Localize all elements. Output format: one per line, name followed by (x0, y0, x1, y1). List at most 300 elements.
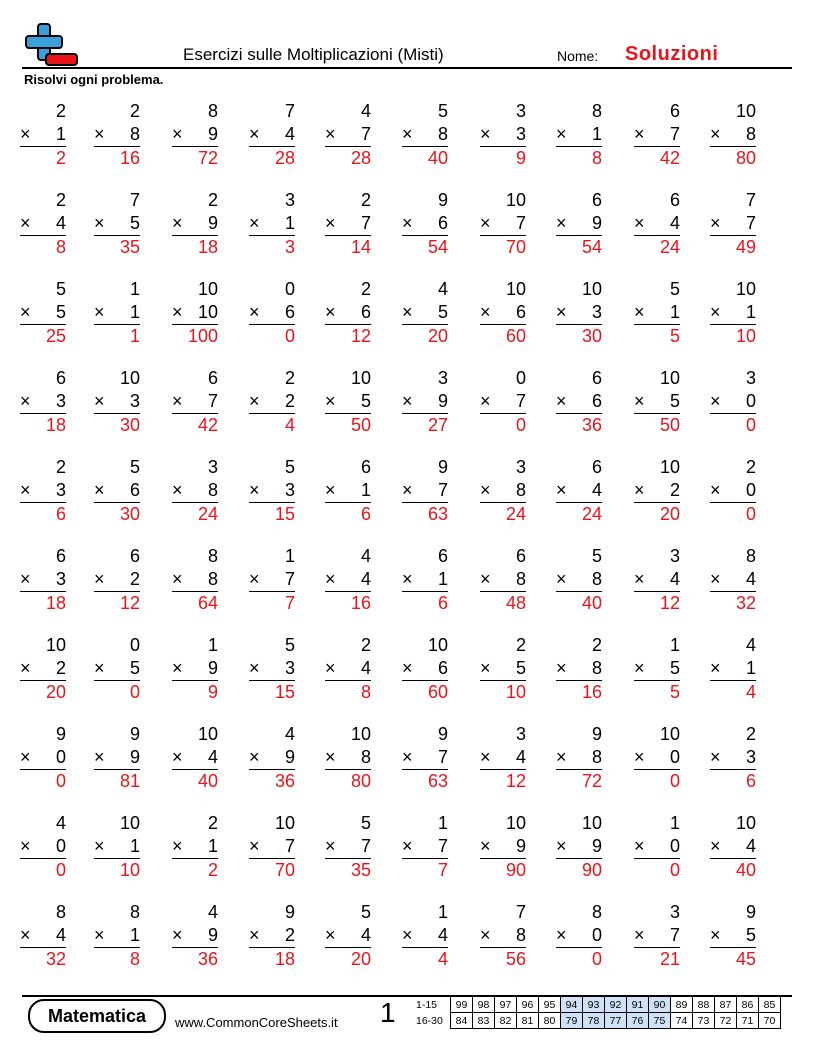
multiply-sign-icon: × (325, 124, 336, 144)
problem (480, 100, 526, 170)
site-url: www.CommonCoreSheets.it (175, 1015, 338, 1030)
problem (556, 456, 602, 526)
problem (325, 723, 371, 793)
score-cell: 92 (605, 997, 627, 1013)
answer: 6 (745, 771, 756, 791)
multiplier: 4 (437, 925, 448, 945)
answer: 16 (350, 593, 371, 613)
multiply-sign-icon: × (172, 925, 183, 945)
problem (402, 634, 448, 704)
multiplicand: 1 (284, 546, 295, 566)
problem (480, 812, 526, 882)
multiply-sign-icon: × (402, 124, 413, 144)
instructions: Risolvi ogni problema. (24, 72, 164, 87)
multiplier: 4 (284, 124, 295, 144)
multiplier: 5 (437, 302, 448, 322)
multiply-sign-icon: × (325, 569, 336, 589)
problem (20, 367, 66, 437)
multiply-sign-icon: × (325, 836, 336, 856)
multiply-sign-icon: × (480, 658, 491, 678)
answer: 3 (284, 237, 295, 257)
multiply-sign-icon: × (172, 124, 183, 144)
multiply-sign-icon: × (710, 925, 721, 945)
multiply-sign-icon: × (249, 747, 260, 767)
problem (172, 723, 218, 793)
answer: 72 (197, 148, 218, 168)
multiplier: 3 (55, 480, 66, 500)
multiplicand: 6 (515, 546, 526, 566)
problem (172, 634, 218, 704)
problem (556, 100, 602, 170)
answer: 18 (45, 593, 66, 613)
problem (249, 278, 295, 348)
answer: 50 (659, 415, 680, 435)
name-value: Soluzioni (625, 43, 719, 65)
multiply-sign-icon: × (710, 836, 721, 856)
multiply-sign-icon: × (402, 658, 413, 678)
multiplier: 1 (129, 302, 140, 322)
multiplier: 7 (284, 836, 295, 856)
multiplicand: 1 (207, 635, 218, 655)
score-cell: 70 (759, 1013, 781, 1029)
answer: 0 (55, 771, 66, 791)
problem (402, 100, 448, 170)
problem (480, 367, 526, 437)
multiply-sign-icon: × (325, 480, 336, 500)
multiplicand: 1 (669, 813, 680, 833)
score-cell: 76 (627, 1013, 649, 1029)
multiplier: 7 (437, 836, 448, 856)
score-cell: 71 (737, 1013, 759, 1029)
multiplicand: 8 (129, 902, 140, 922)
multiplicand: 4 (55, 813, 66, 833)
multiply-sign-icon: × (556, 747, 567, 767)
multiplier: 4 (669, 213, 680, 233)
multiplier: 4 (360, 925, 371, 945)
multiply-sign-icon: × (325, 302, 336, 322)
problem (710, 278, 756, 348)
problem-row (20, 456, 780, 545)
multiplier: 1 (129, 925, 140, 945)
problem-row (20, 100, 780, 189)
multiply-sign-icon: × (249, 836, 260, 856)
problem (634, 189, 680, 259)
multiplier: 4 (745, 836, 756, 856)
multiplicand: 4 (207, 902, 218, 922)
multiply-sign-icon: × (94, 658, 105, 678)
score-cell: 91 (627, 997, 649, 1013)
multiply-sign-icon: × (710, 480, 721, 500)
multiplier: 6 (129, 480, 140, 500)
problem (634, 100, 680, 170)
multiplicand: 2 (129, 101, 140, 121)
problem-row (20, 812, 780, 901)
page-title: Esercizi sulle Moltiplicazioni (Misti) (183, 45, 444, 64)
multiply-sign-icon: × (172, 391, 183, 411)
multiplier: 0 (669, 747, 680, 767)
multiplicand: 6 (55, 546, 66, 566)
multiplier: 8 (515, 569, 526, 589)
multiply-sign-icon: × (94, 302, 105, 322)
multiply-sign-icon: × (556, 836, 567, 856)
multiplier: 7 (437, 480, 448, 500)
answer: 12 (505, 771, 526, 791)
multiplicand: 9 (745, 902, 756, 922)
multiply-sign-icon: × (634, 124, 645, 144)
multiply-sign-icon: × (634, 302, 645, 322)
problem (710, 901, 756, 971)
problem (94, 545, 140, 615)
multiplicand: 8 (591, 101, 602, 121)
multiplicand: 6 (669, 190, 680, 210)
problem (94, 456, 140, 526)
multiplier: 4 (745, 569, 756, 589)
multiply-sign-icon: × (172, 480, 183, 500)
problem (249, 634, 295, 704)
multiply-sign-icon: × (710, 213, 721, 233)
answer: 0 (55, 860, 66, 880)
problem (402, 901, 448, 971)
answer: 6 (437, 593, 448, 613)
multiply-sign-icon: × (94, 480, 105, 500)
multiplier: 9 (207, 658, 218, 678)
answer: 10 (735, 326, 756, 346)
score-cell: 99 (451, 997, 473, 1013)
multiply-sign-icon: × (480, 124, 491, 144)
multiply-sign-icon: × (556, 124, 567, 144)
problem (710, 456, 756, 526)
subject-badge: Matematica (28, 999, 166, 1033)
multiplier: 4 (360, 658, 371, 678)
multiplicand: 10 (45, 635, 66, 655)
multiplicand: 10 (427, 635, 448, 655)
multiplicand: 7 (515, 902, 526, 922)
answer: 16 (119, 148, 140, 168)
problem (172, 812, 218, 882)
multiply-sign-icon: × (249, 569, 260, 589)
problem (325, 367, 371, 437)
answer: 14 (350, 237, 371, 257)
problem (556, 545, 602, 615)
multiplier: 9 (437, 391, 448, 411)
multiplicand: 6 (591, 368, 602, 388)
multiplier: 5 (360, 391, 371, 411)
answer: 32 (45, 949, 66, 969)
multiply-sign-icon: × (20, 391, 31, 411)
answer: 16 (581, 682, 602, 702)
multiplier: 8 (591, 658, 602, 678)
multiplicand: 9 (437, 457, 448, 477)
problem (249, 723, 295, 793)
multiplicand: 2 (591, 635, 602, 655)
score-cell: 78 (583, 1013, 605, 1029)
problem (249, 545, 295, 615)
multiply-sign-icon: × (249, 925, 260, 945)
problem (325, 634, 371, 704)
multiplier: 8 (207, 480, 218, 500)
multiplicand: 10 (659, 724, 680, 744)
multiplier: 8 (745, 124, 756, 144)
multiplicand: 5 (360, 902, 371, 922)
multiplicand: 10 (119, 368, 140, 388)
multiplier: 7 (360, 124, 371, 144)
answer: 6 (55, 504, 66, 524)
multiplier: 0 (55, 747, 66, 767)
multiply-sign-icon: × (634, 925, 645, 945)
multiplier: 1 (745, 658, 756, 678)
answer: 8 (360, 682, 371, 702)
multiplier: 0 (745, 480, 756, 500)
multiplicand: 2 (55, 190, 66, 210)
multiplier: 1 (55, 124, 66, 144)
multiply-sign-icon: × (94, 747, 105, 767)
problem (94, 278, 140, 348)
multiply-sign-icon: × (634, 391, 645, 411)
multiplier: 3 (55, 391, 66, 411)
answer: 63 (427, 771, 448, 791)
problem (20, 545, 66, 615)
score-cell: 72 (715, 1013, 737, 1029)
answer: 0 (669, 860, 680, 880)
multiplier: 1 (437, 569, 448, 589)
answer: 0 (129, 682, 140, 702)
multiplicand: 4 (437, 279, 448, 299)
multiplier: 0 (55, 836, 66, 856)
multiply-sign-icon: × (20, 747, 31, 767)
answer: 28 (350, 148, 371, 168)
problem (402, 723, 448, 793)
problem (710, 634, 756, 704)
multiplier: 3 (284, 658, 295, 678)
multiply-sign-icon: × (480, 747, 491, 767)
multiplicand: 5 (129, 457, 140, 477)
multiply-sign-icon: × (20, 658, 31, 678)
multiply-sign-icon: × (634, 569, 645, 589)
page-number: 1 (380, 997, 396, 1028)
multiply-sign-icon: × (402, 213, 413, 233)
problem (556, 901, 602, 971)
answer: 9 (207, 682, 218, 702)
multiplier: 8 (591, 747, 602, 767)
problem (325, 278, 371, 348)
score-cell: 75 (649, 1013, 671, 1029)
answer: 80 (350, 771, 371, 791)
problem (710, 723, 756, 793)
multiplicand: 5 (284, 457, 295, 477)
multiplicand: 10 (659, 457, 680, 477)
problem (634, 634, 680, 704)
problem (20, 189, 66, 259)
multiply-sign-icon: × (249, 124, 260, 144)
problem (710, 100, 756, 170)
multiply-sign-icon: × (710, 747, 721, 767)
multiplicand: 10 (274, 813, 295, 833)
problem (94, 189, 140, 259)
problem (402, 812, 448, 882)
problem (480, 278, 526, 348)
answer: 40 (735, 860, 756, 880)
problem (402, 545, 448, 615)
multiplicand: 2 (360, 635, 371, 655)
multiplicand: 2 (55, 457, 66, 477)
score-cell: 90 (649, 997, 671, 1013)
multiplier: 7 (515, 391, 526, 411)
problem (325, 456, 371, 526)
multiplicand: 0 (515, 368, 526, 388)
multiplier: 6 (360, 302, 371, 322)
answer: 4 (745, 682, 756, 702)
score-row-label: 1-15 (416, 998, 438, 1011)
multiplier: 4 (669, 569, 680, 589)
multiplier: 8 (129, 124, 140, 144)
multiplicand: 10 (735, 813, 756, 833)
multiplicand: 10 (735, 101, 756, 121)
multiplier: 9 (284, 747, 295, 767)
score-cell: 80 (539, 1013, 561, 1029)
multiplier: 2 (669, 480, 680, 500)
multiplicand: 10 (659, 368, 680, 388)
answer: 20 (350, 949, 371, 969)
multiply-sign-icon: × (172, 836, 183, 856)
answer: 54 (581, 237, 602, 257)
problem (634, 812, 680, 882)
multiplicand: 6 (360, 457, 371, 477)
problem (402, 456, 448, 526)
multiplicand: 2 (360, 190, 371, 210)
multiply-sign-icon: × (402, 391, 413, 411)
score-cell: 74 (671, 1013, 693, 1029)
multiplicand: 3 (515, 457, 526, 477)
answer: 7 (437, 860, 448, 880)
score-cell: 79 (561, 1013, 583, 1029)
score-cell: 85 (759, 997, 781, 1013)
multiplicand: 2 (207, 813, 218, 833)
answer: 12 (350, 326, 371, 346)
multiply-sign-icon: × (20, 836, 31, 856)
answer: 10 (505, 682, 526, 702)
answer: 20 (45, 682, 66, 702)
multiplier: 7 (437, 747, 448, 767)
score-cell: 86 (737, 997, 759, 1013)
problem (249, 812, 295, 882)
multiplicand: 9 (591, 724, 602, 744)
multiply-sign-icon: × (172, 213, 183, 233)
problem (94, 367, 140, 437)
answer: 35 (119, 237, 140, 257)
multiply-sign-icon: × (325, 925, 336, 945)
problem (556, 723, 602, 793)
answer: 18 (45, 415, 66, 435)
answer: 15 (274, 504, 295, 524)
multiplicand: 9 (129, 724, 140, 744)
multiplicand: 10 (197, 279, 218, 299)
score-row (416, 1013, 781, 1029)
multiplier: 2 (284, 391, 295, 411)
answer: 4 (437, 949, 448, 969)
multiplier: 0 (669, 836, 680, 856)
multiplier: 8 (437, 124, 448, 144)
multiplier: 9 (207, 213, 218, 233)
multiply-sign-icon: × (710, 569, 721, 589)
multiplicand: 3 (207, 457, 218, 477)
problem (710, 189, 756, 259)
problem (20, 100, 66, 170)
problem (172, 367, 218, 437)
multiply-sign-icon: × (634, 836, 645, 856)
multiplicand: 10 (119, 813, 140, 833)
multiply-sign-icon: × (325, 747, 336, 767)
multiplier: 9 (515, 836, 526, 856)
answer: 30 (119, 504, 140, 524)
multiply-sign-icon: × (634, 658, 645, 678)
multiplicand: 10 (350, 724, 371, 744)
multiplier: 8 (360, 747, 371, 767)
multiplier: 8 (591, 569, 602, 589)
problem (634, 278, 680, 348)
score-cell: 84 (451, 1013, 473, 1029)
multiplier: 4 (207, 747, 218, 767)
problem (249, 367, 295, 437)
multiplicand: 2 (745, 724, 756, 744)
answer: 60 (427, 682, 448, 702)
answer: 32 (735, 593, 756, 613)
multiply-sign-icon: × (172, 569, 183, 589)
multiplicand: 5 (284, 635, 295, 655)
problem (556, 812, 602, 882)
answer: 24 (505, 504, 526, 524)
multiply-sign-icon: × (556, 925, 567, 945)
score-cell: 97 (495, 997, 517, 1013)
multiplicand: 2 (745, 457, 756, 477)
answer: 2 (55, 148, 66, 168)
answer: 20 (659, 504, 680, 524)
multiplicand: 5 (360, 813, 371, 833)
multiply-sign-icon: × (480, 302, 491, 322)
problem (249, 456, 295, 526)
answer: 10 (119, 860, 140, 880)
answer: 12 (119, 593, 140, 613)
problem-grid (20, 100, 780, 990)
multiplier: 4 (515, 747, 526, 767)
score-cell: 87 (715, 997, 737, 1013)
multiplier: 1 (284, 213, 295, 233)
multiplicand: 6 (129, 546, 140, 566)
multiply-sign-icon: × (94, 836, 105, 856)
problem (556, 278, 602, 348)
answer: 49 (735, 237, 756, 257)
multiplier: 9 (129, 747, 140, 767)
score-cell: 98 (473, 997, 495, 1013)
score-table (416, 996, 781, 1029)
answer: 21 (659, 949, 680, 969)
multiplicand: 1 (437, 902, 448, 922)
multiplicand: 5 (437, 101, 448, 121)
multiplier: 8 (515, 480, 526, 500)
multiplicand: 2 (207, 190, 218, 210)
answer: 1 (129, 326, 140, 346)
problem (634, 456, 680, 526)
multiplier: 6 (284, 302, 295, 322)
multiplicand: 1 (437, 813, 448, 833)
multiplier: 1 (360, 480, 371, 500)
header-divider (22, 67, 792, 69)
multiply-sign-icon: × (480, 569, 491, 589)
answer: 4 (284, 415, 295, 435)
multiply-sign-icon: × (94, 213, 105, 233)
multiply-sign-icon: × (94, 925, 105, 945)
multiplicand: 10 (505, 279, 526, 299)
multiplicand: 7 (284, 101, 295, 121)
